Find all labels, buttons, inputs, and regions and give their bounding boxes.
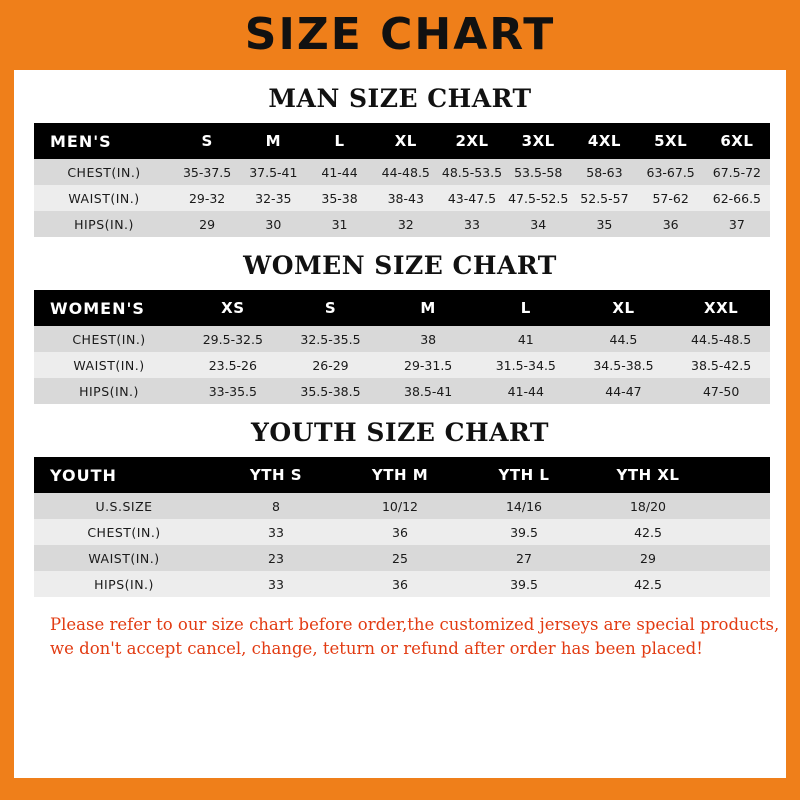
column-header: 3XL <box>505 123 571 159</box>
table-row <box>34 211 770 237</box>
table-cell: 39.5 <box>462 519 586 545</box>
table-row <box>34 352 770 378</box>
table-cell: 29 <box>586 545 710 571</box>
table-cell-spacer <box>710 519 770 545</box>
table-cell: 31.5-34.5 <box>477 352 575 378</box>
table-cell: 52.5-57 <box>571 185 637 211</box>
table-cell: 36 <box>638 211 704 237</box>
table-header-row <box>34 123 770 159</box>
section-title-man: MAN SIZE CHART <box>268 84 532 113</box>
table-header-row <box>34 457 770 493</box>
table-cell: 18/20 <box>586 493 710 519</box>
column-header: S <box>282 290 380 326</box>
table-cell: 41 <box>477 326 575 352</box>
column-header: M <box>379 290 477 326</box>
table-cell: 38 <box>379 326 477 352</box>
table-cell: 43-47.5 <box>439 185 505 211</box>
table-cell: 25 <box>338 545 462 571</box>
table-cell: 48.5-53.5 <box>439 159 505 185</box>
column-header: M <box>240 123 306 159</box>
section-man <box>34 84 766 237</box>
table-cell: 44-47 <box>575 378 673 404</box>
column-header: XL <box>373 123 439 159</box>
table-cell: 32 <box>373 211 439 237</box>
table-cell: 36 <box>338 519 462 545</box>
table-cell: 47.5-52.5 <box>505 185 571 211</box>
table-cell: 26-29 <box>282 352 380 378</box>
column-header: 2XL <box>439 123 505 159</box>
footer-band <box>0 778 800 800</box>
header-band <box>0 0 800 70</box>
column-header: YTH L <box>462 457 586 493</box>
table-cell: 42.5 <box>586 519 710 545</box>
table-row <box>34 545 770 571</box>
table-cell: 27 <box>462 545 586 571</box>
table-cell: 30 <box>240 211 306 237</box>
women-size-table <box>34 290 770 404</box>
table-cell: 47-50 <box>672 378 770 404</box>
table-cell: 29-31.5 <box>379 352 477 378</box>
section-title-youth: YOUTH SIZE CHART <box>251 418 549 447</box>
row-label: WAIST(IN.) <box>34 545 214 571</box>
table-cell: 33-35.5 <box>184 378 282 404</box>
table-row <box>34 185 770 211</box>
column-header: XS <box>184 290 282 326</box>
table-cell: 35-37.5 <box>174 159 240 185</box>
table-cell: 63-67.5 <box>638 159 704 185</box>
column-header: YTH M <box>338 457 462 493</box>
table-cell: 36 <box>338 571 462 597</box>
table-cell: 41-44 <box>477 378 575 404</box>
table-cell: 37.5-41 <box>240 159 306 185</box>
section-women <box>34 251 766 404</box>
table-row <box>34 159 770 185</box>
section-title-women: WOMEN SIZE CHART <box>243 251 557 280</box>
column-header: 6XL <box>704 123 770 159</box>
row-label: CHEST(IN.) <box>34 159 174 185</box>
table-cell: 33 <box>439 211 505 237</box>
table-cell: 32-35 <box>240 185 306 211</box>
table-cell: 29 <box>174 211 240 237</box>
table-cell: 35.5-38.5 <box>282 378 380 404</box>
table-row <box>34 519 770 545</box>
table-cell: 29.5-32.5 <box>184 326 282 352</box>
table-cell-spacer <box>710 571 770 597</box>
table-cell: 37 <box>704 211 770 237</box>
column-header: YTH S <box>214 457 338 493</box>
table-cell: 38.5-41 <box>379 378 477 404</box>
table-cell: 8 <box>214 493 338 519</box>
page-title: SIZE CHART <box>244 9 556 60</box>
column-header: 5XL <box>638 123 704 159</box>
table-cell: 57-62 <box>638 185 704 211</box>
table-cell: 34 <box>505 211 571 237</box>
table-cell: 33 <box>214 519 338 545</box>
column-header: L <box>306 123 372 159</box>
column-header: XL <box>575 290 673 326</box>
row-label: HIPS(IN.) <box>34 378 184 404</box>
table-cell: 41-44 <box>306 159 372 185</box>
column-header: YTH XL <box>586 457 710 493</box>
note-line-2: we don't accept cancel, change, teturn or refund after order has been placed! <box>50 638 703 658</box>
table-cell: 29-32 <box>174 185 240 211</box>
order-policy-note <box>50 613 780 661</box>
table-cell: 38-43 <box>373 185 439 211</box>
table-cell: 14/16 <box>462 493 586 519</box>
section-youth <box>34 418 766 597</box>
table-cell: 53.5-58 <box>505 159 571 185</box>
column-header: L <box>477 290 575 326</box>
table-cell: 44-48.5 <box>373 159 439 185</box>
table-cell: 33 <box>214 571 338 597</box>
row-label: CHEST(IN.) <box>34 519 214 545</box>
table-cell: 44.5-48.5 <box>672 326 770 352</box>
table-row <box>34 493 770 519</box>
row-label: CHEST(IN.) <box>34 326 184 352</box>
table-cell: 62-66.5 <box>704 185 770 211</box>
note-line-1: Please refer to our size chart before order,the customized jerseys are special products, <box>50 615 780 634</box>
table-cell: 31 <box>306 211 372 237</box>
table-cell: 38.5-42.5 <box>672 352 770 378</box>
row-label: U.S.SIZE <box>34 493 214 519</box>
row-label: HIPS(IN.) <box>34 571 214 597</box>
table-cell: 58-63 <box>571 159 637 185</box>
table-cell: 32.5-35.5 <box>282 326 380 352</box>
table-cell: 67.5-72 <box>704 159 770 185</box>
man-size-table <box>34 123 770 237</box>
table-cell-spacer <box>710 545 770 571</box>
column-header: XXL <box>672 290 770 326</box>
table-cell: 10/12 <box>338 493 462 519</box>
table-cell: 35 <box>571 211 637 237</box>
row-label: WAIST(IN.) <box>34 185 174 211</box>
column-header: 4XL <box>571 123 637 159</box>
table-header-row <box>34 290 770 326</box>
column-header-spacer <box>710 457 770 493</box>
column-header: WOMEN'S <box>34 290 184 326</box>
column-header: S <box>174 123 240 159</box>
content-area <box>14 84 786 661</box>
row-label: WAIST(IN.) <box>34 352 184 378</box>
column-header: MEN'S <box>34 123 174 159</box>
table-cell: 23.5-26 <box>184 352 282 378</box>
column-header: YOUTH <box>34 457 214 493</box>
table-cell: 44.5 <box>575 326 673 352</box>
table-cell: 39.5 <box>462 571 586 597</box>
youth-size-table <box>34 457 770 597</box>
table-cell: 35-38 <box>306 185 372 211</box>
table-row <box>34 378 770 404</box>
row-label: HIPS(IN.) <box>34 211 174 237</box>
table-cell: 42.5 <box>586 571 710 597</box>
table-row <box>34 326 770 352</box>
table-row <box>34 571 770 597</box>
table-cell: 34.5-38.5 <box>575 352 673 378</box>
table-cell: 23 <box>214 545 338 571</box>
table-cell-spacer <box>710 493 770 519</box>
